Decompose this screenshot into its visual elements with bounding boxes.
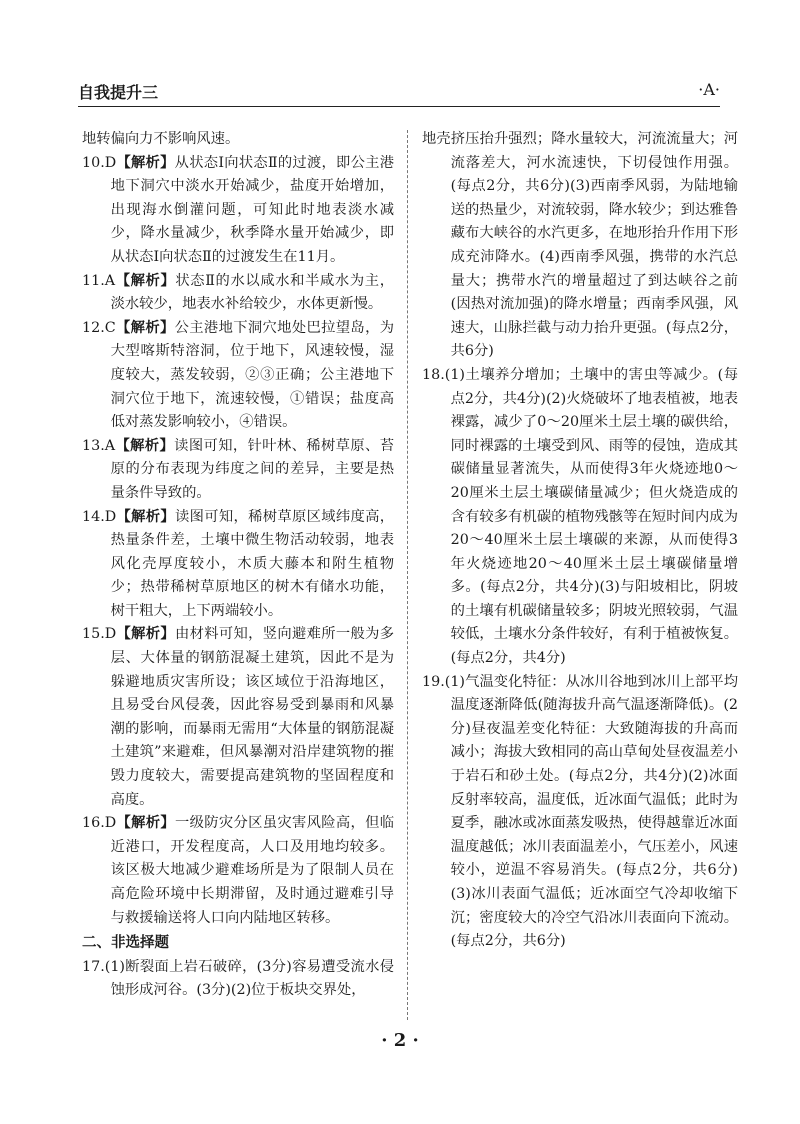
answer-continuation: 地转偏向力不影响风速。 xyxy=(82,131,240,147)
answer-text: 地壳挤压抬升强烈；降水量较大，河流流量大；河流落差大，河水流速快，下切侵蚀作用强。(每点2分，共6分)(3)西南季风弱，为陆地输送的热量少，对流较弱，降水较少；到达雅鲁藏布大峡谷的水汽更多，在地形抬升作用下形成充沛降水。(4)西南季风强，携带的水汽总量大；携带水汽的增量超过了到达峡谷之前(因热对流加强)的降水增量；西南季风强，风速大，山脉拦截与动力抬升更强。(每点2分，共6分) xyxy=(422,131,738,360)
answer-item-16 xyxy=(82,812,394,930)
answer-number: 16.D xyxy=(82,815,117,832)
header-rule xyxy=(78,106,720,107)
answer-item-11 xyxy=(82,270,394,317)
analysis-tag: 【解析】 xyxy=(116,815,176,832)
left-column xyxy=(82,128,394,1003)
right-column xyxy=(422,128,738,954)
answer-number: 14.D xyxy=(82,508,117,525)
answer-number: 11.A xyxy=(82,272,116,289)
page-number: · 2 · xyxy=(381,1030,419,1051)
answer-item-10 xyxy=(82,152,394,270)
answer-text: (1)气温变化特征：从冰川谷地到冰川上部平均温度逐渐降低(随海拔升高气温逐渐降低)。(2分)昼夜温差变化特征：大致随海拔的升高而减小；海拔大致相同的高山草甸处昼夜温差小于岩石和砂土处。(每点2分，共4分)(2)冰面反射率较高，温度低，近冰面气温低；此时为夏季，融冰或冰面蒸发吸热，使得越靠近冰面温度越低；冰川表面温差小，气压差小，风速较小，逆温不容易消失。(每点2分，共6分)(3)冰川表面气温低；近冰面空气冷却收缩下沉；密度较大的冷空气沿冰川表面向下流动。(每点2分，共6分) xyxy=(444,673,738,950)
column-divider xyxy=(407,130,408,1020)
answer-item-19 xyxy=(422,671,738,954)
answer-item-14 xyxy=(82,506,394,624)
answer-item-12 xyxy=(82,317,394,435)
page-header-mark: ·A· xyxy=(698,80,720,99)
page-header xyxy=(78,78,720,108)
page-header-title: 自我提升三 xyxy=(78,83,159,102)
section-title: 二、非选择题 xyxy=(82,935,169,952)
answer-text: (1)土壤养分增加；土壤中的害虫等减少。(每点2分，共4分)(2)火烧破坏了地表植被，地表裸露，减少了0～20厘米土层土壤的碳供给，同时裸露的土壤受到风、雨等的侵蚀，造成其碳储量显著流失，从而使得3年火烧迹地0～20厘米土层土壤碳储量减少；但火烧造成的含有较多有机碳的植物残骸等在短时间内成为20～40厘米土层土壤碳的来源，从而使得3年火烧迹地20～40厘米土层土壤碳储量增多。(每点2分，共4分)(3)与阳坡相比，阴坡的土壤有机碳储量较多；阴坡光照较弱，气温较低，土壤水分条件较好，有利于植被恢复。(每点2分，共4分) xyxy=(444,366,738,667)
analysis-tag: 【解析】 xyxy=(115,272,176,289)
answer-number: 10.D xyxy=(82,154,117,171)
answer-number: 17. xyxy=(82,958,105,975)
answer-number: 12.C xyxy=(82,319,116,336)
answer-item-17 xyxy=(82,956,394,1003)
answer-item-13 xyxy=(82,435,394,506)
answer-text: 从状态Ⅰ向状态Ⅱ的过渡，即公主港地下洞穴中淡水开始减少，盐度开始增加，出现海水倒灌问题，可知此时地表淡水减少，降水量减少，秋季降水量开始减少，即从状态Ⅰ向状态Ⅱ的过渡发生在11月。 xyxy=(110,154,395,265)
analysis-tag: 【解析】 xyxy=(115,319,175,336)
answer-text: (1)断裂面上岩石破碎，(3分)容易遭受流水侵蚀形成河谷。(3分)(2)位于板块交界处， xyxy=(104,958,394,999)
answer-text: 读图可知，稀树草原区域纬度高，热量条件差，土壤中微生物活动较弱，地表风化壳厚度较小，木质大藤本和附生植物少；热带稀树草原地区的树木有储水功能，树干粗大，上下两端较小。 xyxy=(110,508,395,619)
answer-item-17-continued xyxy=(422,128,738,364)
answer-text: 公主港地下洞穴地处巴拉望岛，为大型喀斯特溶洞，位于地下，风速较慢，湿度较大，蒸发较弱，②③正确；公主港地下洞穴位于地下，流速较慢，①错误；盐度高低对蒸发影响较小，④错误。 xyxy=(110,319,395,431)
analysis-tag: 【解析】 xyxy=(115,437,175,454)
answer-number: 19. xyxy=(422,673,445,690)
answer-number: 15.D xyxy=(82,626,117,643)
answer-text: 一级防灾分区虽灾害风险高，但临近港口，开发程度高，人口及用地均较多。该区极大地减少避难场所是为了限制人员在高危险环境中长期滞留，及时通过避难引导与救援输送将人口向内陆地区转移。 xyxy=(110,815,395,926)
analysis-tag: 【解析】 xyxy=(116,508,176,525)
answer-number: 18. xyxy=(422,366,445,383)
answer-item-18 xyxy=(422,364,738,671)
answer-number: 13.A xyxy=(82,437,116,454)
answer-text: 读图可知，针叶林、稀树草原、苔原的分布表现为纬度之间的差异，主要是热量条件导致的。 xyxy=(110,437,395,501)
answer-item-15 xyxy=(82,623,394,812)
answer-text: 状态Ⅱ的水以咸水和半咸水为主，淡水较少，地表水补给较少，水体更新慢。 xyxy=(110,272,394,313)
answer-text: 由材料可知，竖向避难所一般为多层、大体量的钢筋混凝土建筑，因此不是为躲避地质灾害所设；该区域位于沿海地区，且易受台风侵袭，因此容易受到暴雨和风暴潮的影响，而暴雨无需用“大体量的钢筋混凝土建筑”来避难，但风暴潮对沿岸建筑物的摧毁力度较大，需要提高建筑物的坚固程度和高度。 xyxy=(110,626,395,808)
analysis-tag: 【解析】 xyxy=(116,154,175,171)
analysis-tag: 【解析】 xyxy=(116,626,176,643)
